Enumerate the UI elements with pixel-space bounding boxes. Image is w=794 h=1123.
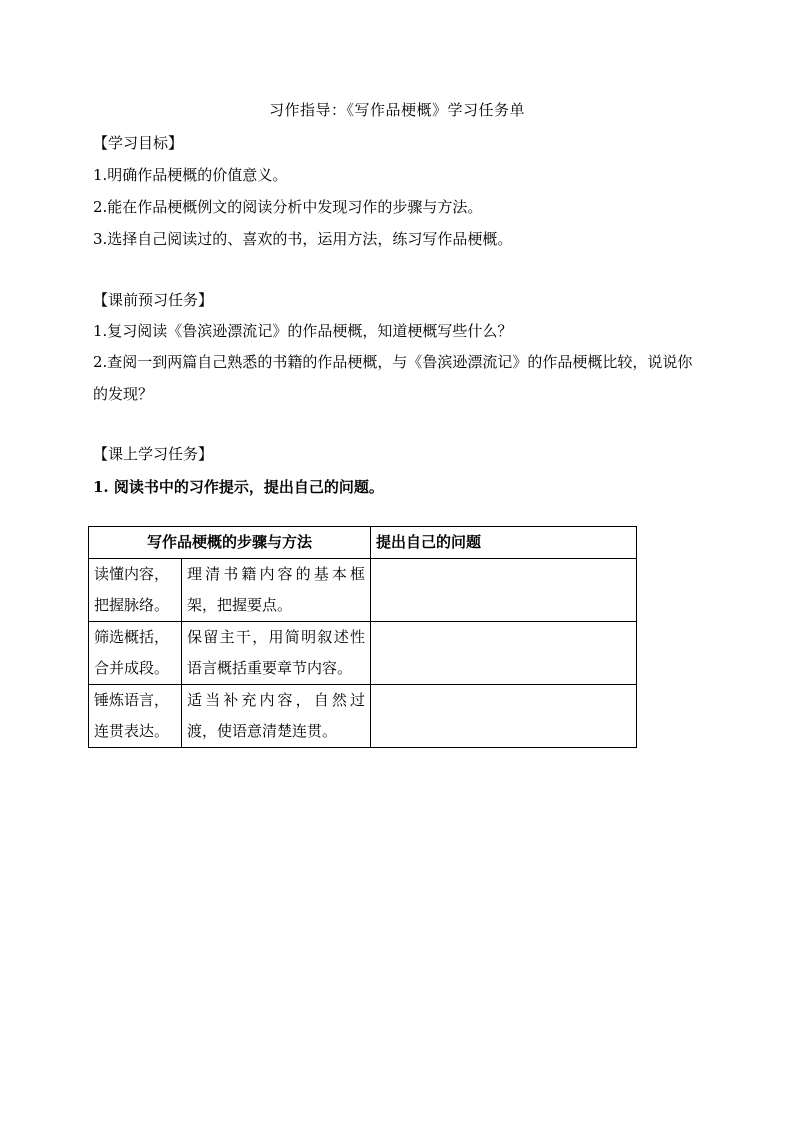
method-cell: 适当补充内容，自然过渡，使语意清楚连贯。 — [182, 685, 371, 748]
table-header-questions: 提出自己的问题 — [371, 527, 637, 559]
inclass-heading: 【课上学习任务】 — [93, 445, 214, 463]
step-cell: 筛选概括，合并成段。 — [89, 622, 182, 685]
page-title: 习作指导：《写作品梗概》学习任务单 — [268, 101, 525, 119]
objective-item-2: 2.能在作品梗概例文的阅读分析中发现习作的步骤与方法。 — [93, 198, 483, 216]
step-cell: 锤炼语言，连贯表达。 — [89, 685, 182, 748]
objective-item-1: 1.明确作品梗概的价值意义。 — [93, 166, 288, 184]
method-cell: 保留主干，用简明叙述性语言概括重要章节内容。 — [182, 622, 371, 685]
table-row — [89, 685, 637, 748]
question-cell[interactable] — [371, 559, 637, 622]
preview-item-1: 1.复习阅读《鲁滨逊漂流记》的作品梗概，知道梗概写些什么？ — [93, 322, 513, 340]
question-cell[interactable] — [371, 622, 637, 685]
table-header-row — [89, 527, 637, 559]
preview-item-2: 2.查阅一到两篇自己熟悉的书籍的作品梗概，与《鲁滨逊漂流记》的作品梗概比较，说说你的发现？ — [93, 353, 693, 403]
question-cell[interactable] — [371, 685, 637, 748]
objective-item-3: 3.选择自己阅读过的、喜欢的书，运用方法，练习写作品梗概。 — [93, 230, 513, 248]
table-header-steps: 写作品梗概的步骤与方法 — [89, 527, 371, 559]
table-row — [89, 622, 637, 685]
preview-heading: 【课前预习任务】 — [93, 291, 214, 309]
objectives-heading: 【学习目标】 — [93, 134, 184, 152]
inclass-task-1: 1. 阅读书中的习作提示，提出自己的问题。 — [93, 478, 384, 496]
steps-methods-table — [88, 526, 637, 748]
table-row — [89, 559, 637, 622]
step-cell: 读懂内容，把握脉络。 — [89, 559, 182, 622]
method-cell: 理清书籍内容的基本框架，把握要点。 — [182, 559, 371, 622]
